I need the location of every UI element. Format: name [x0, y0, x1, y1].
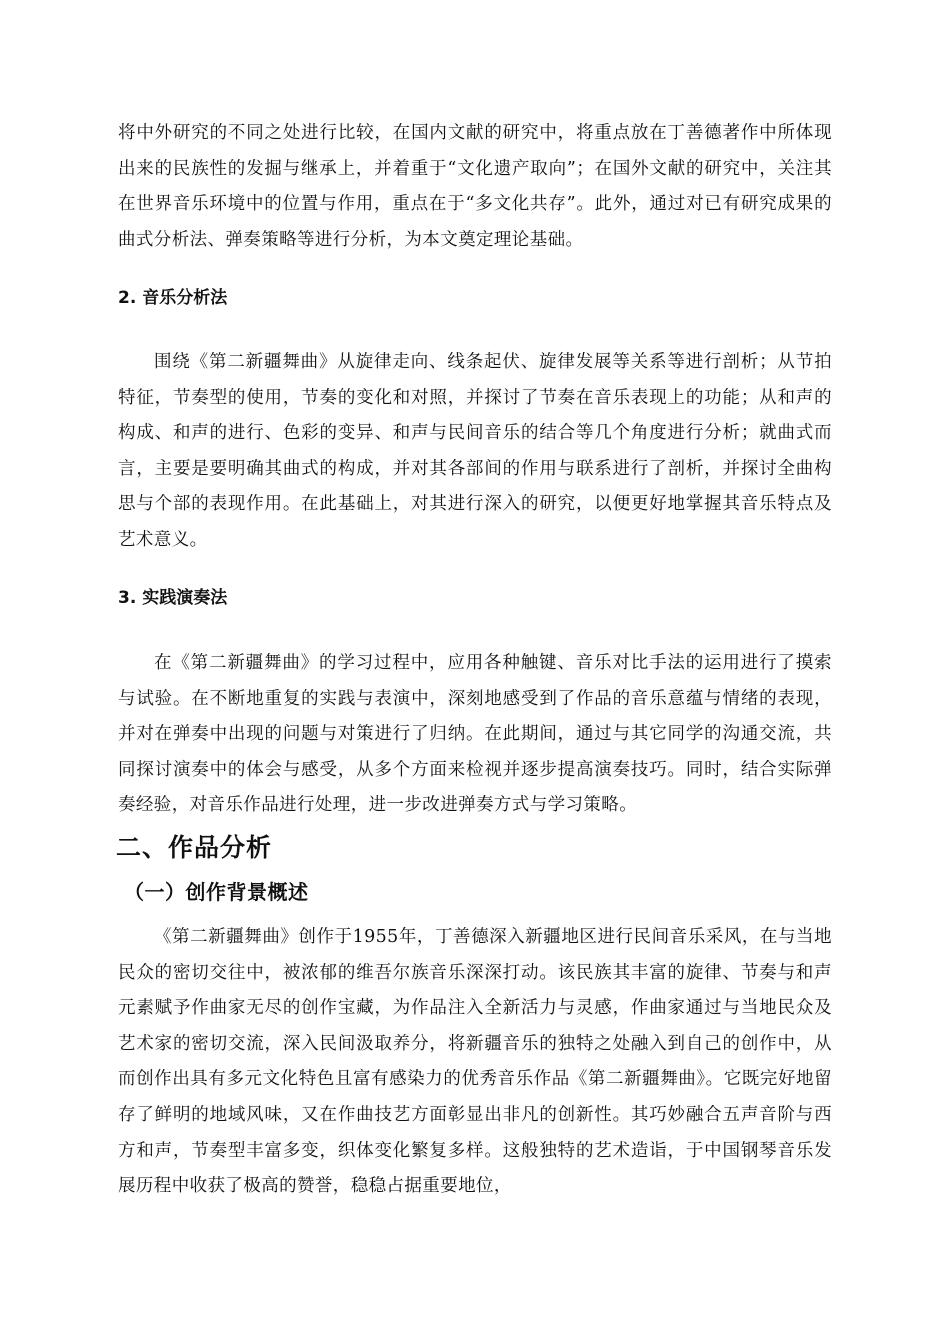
- heading-music-analysis-method: 2. 音乐分析法: [118, 288, 228, 308]
- paragraph-literature-comparison: 将中外研究的不同之处进行比较，在国内文献的研究中，将重点放在丁善德著作中所体现出来的民族性的发掘与继承上，并着重于“文化遗产取向”；在国外文献的研究中，关注其在世界音乐环境中的位置与作用，重点在于“多文化共存”。此外，通过对已有研究成果的曲式分析法、弹奏策略等进行分析，为本文奠定理论基础。: [118, 123, 832, 250]
- heading-practice-method: 3. 实践演奏法: [118, 588, 228, 608]
- paragraph-music-analysis: 围绕《第二新疆舞曲》从旋律走向、线条起伏、旋律发展等关系等进行剖析；从节拍特征，节奏型的使用，节奏的变化和对照，并探讨了节奏在音乐表现上的功能；从和声的构成、和声的进行、色彩的变异、和声与民间音乐的结合等几个角度进行分析；就曲式而言，主要是要明确其曲式的构成，并对其各部间的作用与联系进行了剖析，并探讨全曲构思与个部的表现作用。在此基础上，对其进行深入的研究，以便更好地掌握其音乐特点及艺术意义。: [118, 352, 832, 550]
- chapter-heading-work-analysis: 二、作品分析: [116, 833, 273, 862]
- section-heading-background: （一）创作背景概述: [124, 880, 309, 904]
- paragraph-practice: 在《第二新疆舞曲》的学习过程中，应用各种触键、音乐对比手法的运用进行了摸索与试验。在不断地重复的实践与表演中，深刻地感受到了作品的音乐意蕴与情绪的表现，并对在弹奏中出现的问题与对策进行了归纳。在此期间，通过与其它同学的沟通交流，共同探讨演奏中的体会与感受，从多个方面来检视并逐步提高演奏技巧。同时，结合实际弹奏经验，对音乐作品进行处理，进一步改进弹奏方式与学习策略。: [118, 653, 832, 816]
- paragraph-creation-background: 《第二新疆舞曲》创作于1955年，丁善德深入新疆地区进行民间音乐采风，在与当地民众的密切交往中，被浓郁的维吾尔族音乐深深打动。该民族其丰富的旋律、节奏与和声元素赋予作曲家无尽的创作宝藏，为作品注入全新活力与灵感，作曲家通过与当地民众及艺术家的密切交流，深入民间汲取养分，将新疆音乐的独特之处融入到自己的创作中，从而创作出具有多元文化特色且富有感染力的优秀音乐作品《第二新疆舞曲》。它既完好地留存了鲜明的地域风味，又在作曲技艺方面彰显出非凡的创新性。其巧妙融合五声音阶与西方和声，节奏型丰富多变，织体变化繁复多样。这般独特的艺术造诣，于中国钢琴音乐发展历程中收获了极高的赞誉，稳稳占据重要地位，: [118, 927, 832, 1197]
